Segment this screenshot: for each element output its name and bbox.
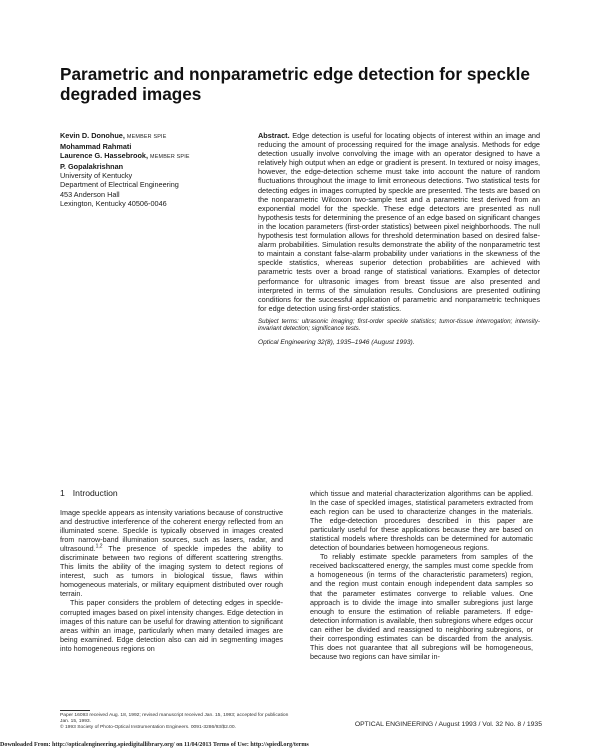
body-paragraph: To reliably estimate speckle parameters from samples of the received backscattered energy, the samples must come speckle from a homogeneous (in terms of the characteristic parameters) region, and the region must contain enough independent data samples so that the parameter estimates converge to reliable values. One approach is to divide the image into smaller subregions just large enough to ensure the estimation of reliable parameters. If edge-detection information is available, then subregions where edges occur can either be divided and reassigned to neighboring subregions, or their corresponding estimates can be discarded from the analysis. This does not guarantee that all subregions will be homogeneous, because two regions can have similar in- bbox=[310, 552, 533, 661]
author-entry bbox=[60, 131, 260, 142]
right-column bbox=[310, 489, 533, 661]
subject-terms: Subject terms: ultrasonic imaging; first-order speckle statistics; tumor-tissue interrogation; intensity-invariant detection; significance tests. bbox=[258, 317, 540, 333]
author-name: Mohammad Rahmati bbox=[60, 142, 132, 152]
abstract-label: Abstract. bbox=[258, 131, 290, 140]
abstract bbox=[258, 131, 540, 313]
section-number: 1 bbox=[60, 488, 65, 498]
reference-superscript: 1,2 bbox=[95, 543, 103, 550]
section-heading bbox=[60, 488, 126, 498]
author-name: Laurence G. Hassebrook, bbox=[60, 151, 149, 161]
author-entry bbox=[60, 151, 260, 162]
affiliation-line: Department of Electrical Engineering bbox=[60, 180, 179, 190]
footnote bbox=[60, 713, 290, 731]
journal-citation: Optical Engineering 32(8), 1935–1946 (August 1993). bbox=[258, 339, 415, 347]
journal-footer: OPTICAL ENGINEERING / August 1993 / Vol. 32 No. 8 / 1935 bbox=[354, 721, 542, 728]
author-name: P. Gopalakrishnan bbox=[60, 162, 124, 172]
body-paragraph: This paper considers the problem of detecting edges in speckle-corrupted images based on pixel intensity changes. Edge detection in images of this nature can be useful for drawing attention to significant areas within an image, particularly when many detailed images are being examined. Edge detection also can aid in segmenting images into homogeneous regions on bbox=[60, 598, 283, 653]
author-block bbox=[60, 131, 260, 208]
body-paragraph: which tissue and material characterization algorithms can be applied. In the case of speckled images, statistical parameters extracted from each region can be used to characterize changes in the materials. The edge-detection procedures described in this paper are particularly useful for these applications because they are based on statistical models where thresholds can be determined for automatic detection of boundaries between homogeneous regions. bbox=[310, 489, 533, 553]
abstract-text: Edge detection is useful for locating objects of interest within an image and reducing the amount of processing required for the image analysis. Methods for edge detection usually involve convolving the image with an operator designed to have a relatively high output when an edge or gradient is present. In textured or noisy images, however, the edge-detection scheme must take into account the nature of random fluctuations throughout the image to limit erroneous detections. Two statistical tests for detecting edges in images corrupted by speckle are presented. The tests are based on the nonparametric Wilcoxon two-sample test and a parametric test derived from an exponential model for the speckle. These edge detectors are presented as null hypothesis tests for determining the presence of an edge based on significant changes in the location parameters (first-order statistics) between pixel neighborhoods. The null hypothesis test formulation allows for threshold determination based on desired false-alarm probabilities. Simulation results demonstrate the ability of the nonparametric test to maintain a constant false-alarm probability under variations in the skewness of the speckle statistics, whereas superior detection probabilities are achieved with parametric tests over a broad range of statistical variations. Examples of detector performance for ultrasonic images from breast tissue are also presented and interpreted in terms of the simulation results. Conclusions are presented outlining conditions for the successful application of parametric and nonparametric techniques for edge detection using first-order statistics. bbox=[258, 131, 540, 313]
body-text: The presence of speckle impedes the ability to discriminate between two regions of different scattering strengths. This limits the ability of the imaging system to detect regions of interest, such as tumors in biological tissue, flaws within homogeneous materials, or military equipment distributed over rough terrain. bbox=[60, 544, 283, 599]
footnote-rule bbox=[60, 710, 90, 711]
author-entry bbox=[60, 162, 260, 171]
author-entry bbox=[60, 142, 260, 151]
affiliation-line: 453 Anderson Hall bbox=[60, 189, 120, 199]
affiliation-line: University of Kentucky bbox=[60, 171, 133, 181]
footnote-line: Paper 16093 received Aug. 18, 1992; revised manuscript received Jan. 15, 1993; accepted for publication Jan. 15, 1993. bbox=[60, 713, 289, 725]
download-footer: Downloaded From: http://opticalengineering.spiedigitallibrary.org/ on 11/04/2013 Terms of Use: http://spiedl.org/terms bbox=[0, 742, 309, 748]
abstract-block bbox=[258, 131, 540, 347]
author-membership: MEMBER SPIE bbox=[150, 154, 190, 161]
author-name: Kevin D. Donohue, bbox=[60, 131, 125, 140]
left-column bbox=[60, 508, 283, 653]
body-text: Image speckle appears as intensity variations because of constructive and destructive interference of the coherent energy reflected from an illuminated scene. Speckle is typically observed in images created from narrow-band illumination sources, such as lasers, radar, and ultrasound. bbox=[60, 508, 283, 554]
body-paragraph bbox=[60, 508, 283, 598]
section-title: Introduction bbox=[72, 488, 118, 498]
paper-title: Parametric and nonparametric edge detection for speckle degraded images bbox=[60, 64, 530, 104]
author-membership: MEMBER SPIE bbox=[126, 134, 167, 140]
footnote-line: © 1993 Society of Photo-Optical Instrumentation Engineers. 0091-3286/93/$2.00. bbox=[60, 725, 236, 731]
affiliation-line: Lexington, Kentucky 40506-0046 bbox=[60, 198, 167, 208]
